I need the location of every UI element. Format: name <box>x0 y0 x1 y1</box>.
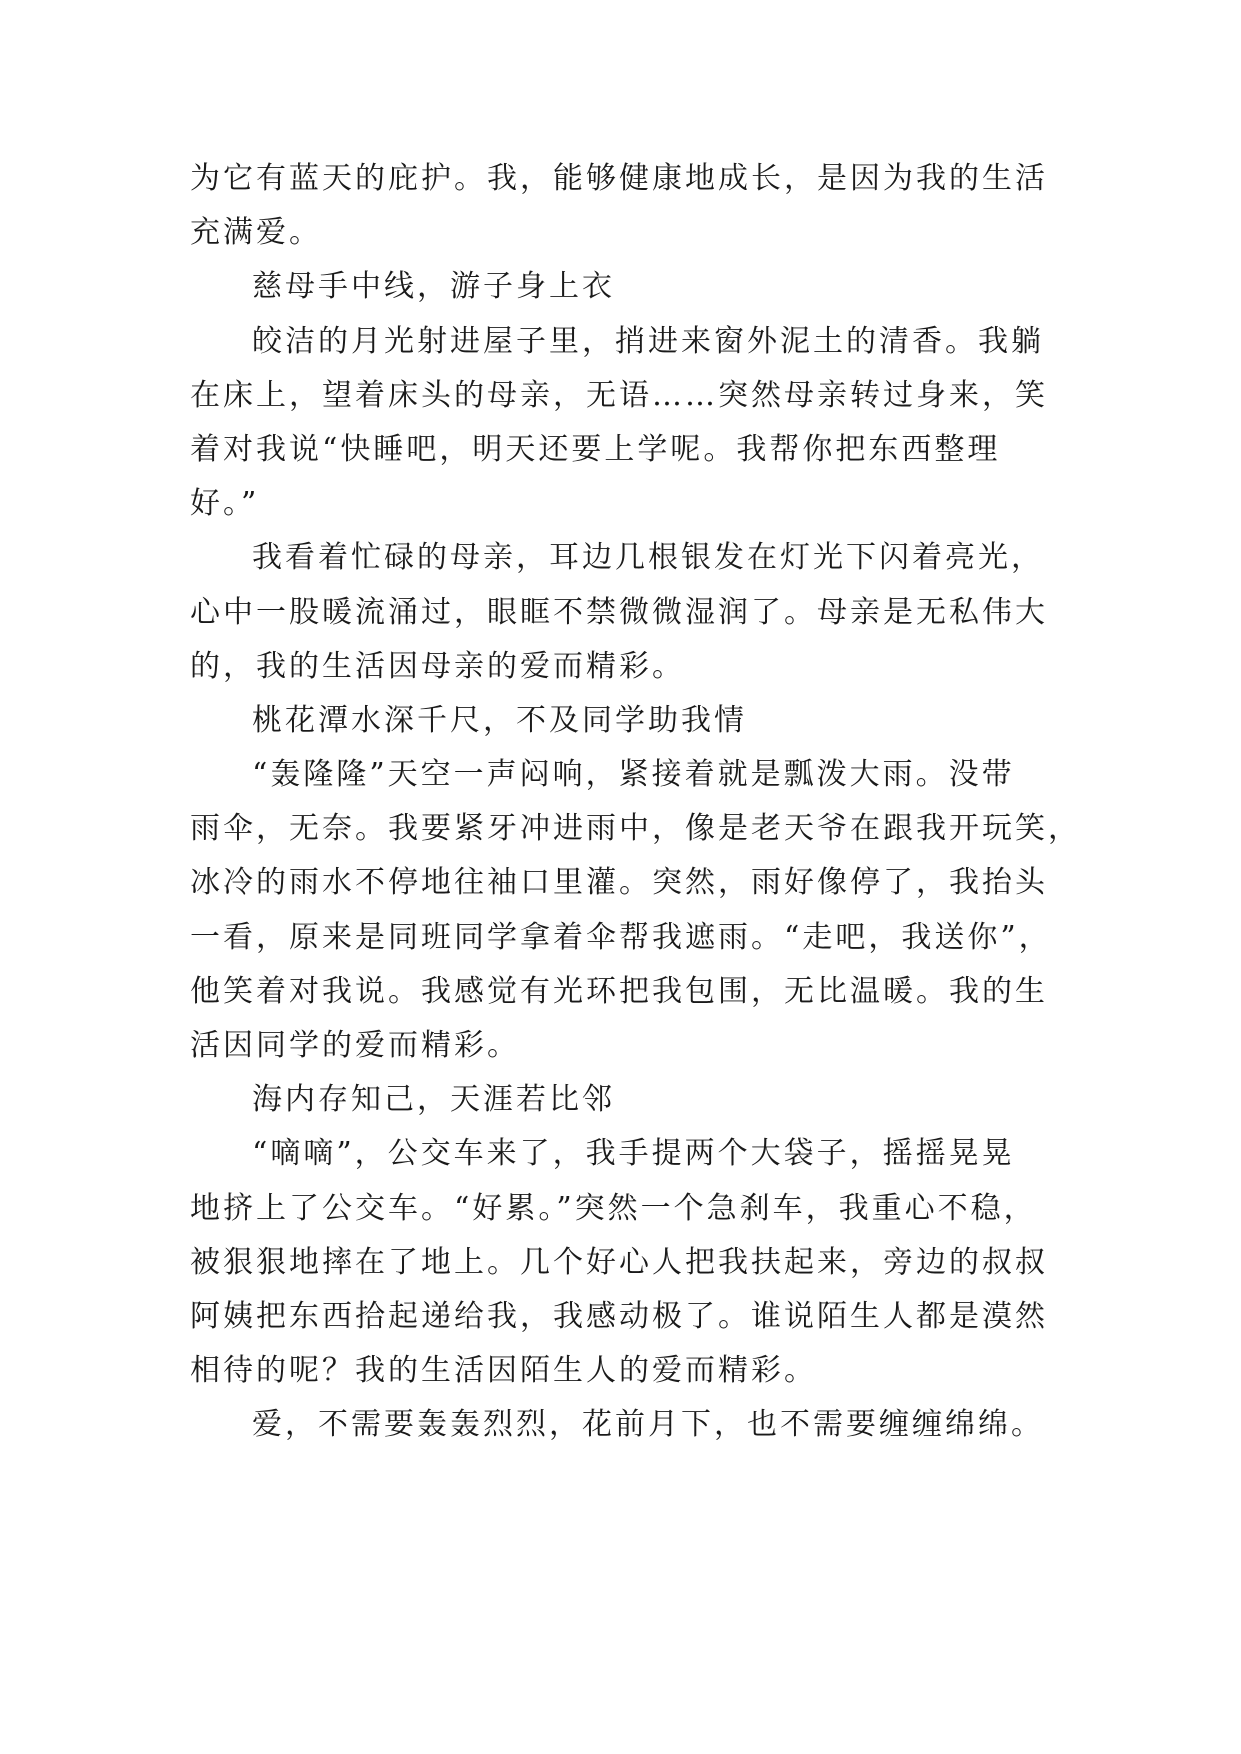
paragraph-line: “嘀嘀”，公交车来了，我手提两个大袋子，摇摇晃晃 <box>252 1136 1015 1172</box>
paragraph-line: 爱，不需要轰轰烈烈，花前月下，也不需要缠缠绵绵。 <box>252 1407 1044 1443</box>
paragraph-line: 着对我说“快睡吧，明天还要上学呢。我帮你把东西整理 <box>190 431 1001 467</box>
paragraph-line: 在床上，望着床头的母亲，无语……突然母亲转过身来，笑 <box>190 377 1048 413</box>
paragraph-line: 我看着忙碌的母亲，耳边几根银发在灯光下闪着亮光， <box>252 540 1044 576</box>
paragraph-line: 相待的呢？我的生活因陌生人的爱而精彩。 <box>190 1353 817 1389</box>
paragraph-line: 雨伞，无奈。我要紧牙冲进雨中，像是老天爷在跟我开玩笑， <box>190 811 1081 847</box>
paragraph-line: 一看，原来是同班同学拿着伞帮我遮雨。“走吧，我送你”， <box>190 919 1052 955</box>
paragraph-line: 皎洁的月光射进屋子里，捎进来窗外泥土的清香。我躺 <box>252 323 1044 359</box>
paragraph-line: 阿姨把东西拾起递给我，我感动极了。谁说陌生人都是漠然 <box>190 1298 1048 1334</box>
paragraph-line: “轰隆隆”天空一声闷响，紧接着就是瓢泼大雨。没带 <box>252 757 1015 793</box>
section-heading: 慈母手中线，游子身上衣 <box>252 269 615 305</box>
paragraph-line: 活因同学的爱而精彩。 <box>190 1028 520 1063</box>
paragraph-line: 冰冷的雨水不停地往袖口里灌。突然，雨好像停了，我抬头 <box>190 865 1048 901</box>
essay-body <box>190 152 1081 1453</box>
section-heading: 海内存知己，天涯若比邻 <box>252 1082 615 1118</box>
section-heading: 桃花潭水深千尺，不及同学助我情 <box>252 702 747 738</box>
paragraph-line: 地挤上了公交车。“好累。”突然一个急刹车，我重心不稳， <box>190 1190 1037 1226</box>
paragraph-line: 好。” <box>190 486 260 522</box>
paragraph-line: 他笑着对我说。我感觉有光环把我包围，无比温暖。我的生 <box>190 973 1048 1009</box>
paragraph-line: 被狠狠地摔在了地上。几个好心人把我扶起来，旁边的叔叔 <box>190 1244 1048 1280</box>
paragraph-line: 充满爱。 <box>190 215 322 251</box>
paragraph-line: 为它有蓝天的庇护。我，能够健康地成长，是因为我的生活 <box>190 161 1048 196</box>
paragraph-line: 心中一股暖流涌过，眼眶不禁微微湿润了。母亲是无私伟大 <box>190 594 1048 630</box>
paragraph-line: 的，我的生活因母亲的爱而精彩。 <box>190 648 685 684</box>
